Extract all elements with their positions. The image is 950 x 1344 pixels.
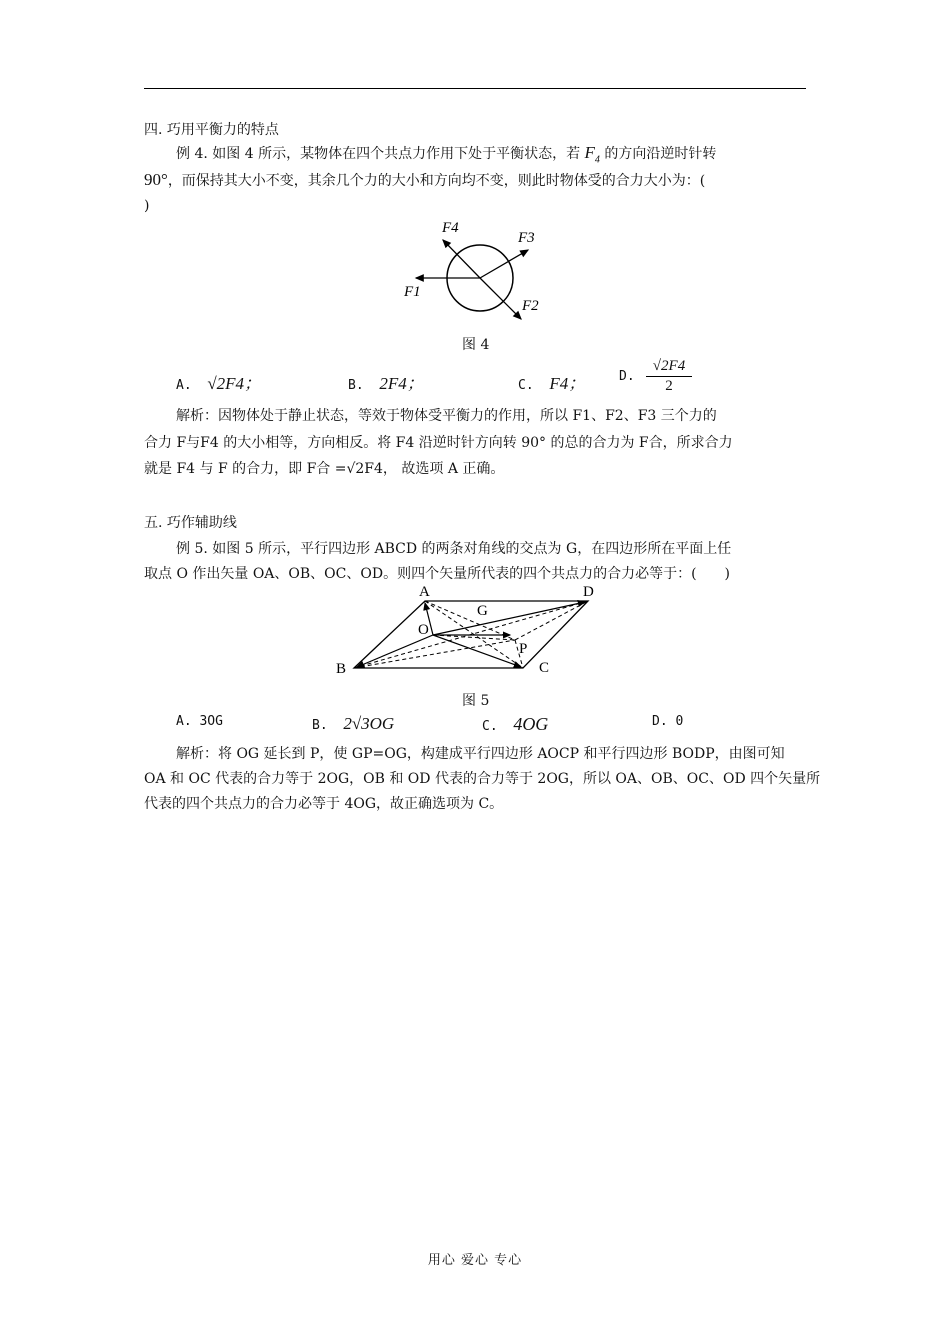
option4-d-numerator: √2F4: [646, 356, 692, 377]
example4-text-c: ，而保持其大小不变，其余几个力的大小和方向均不变，则此时物体受的合力大小为：(: [167, 173, 706, 189]
vector-ob: [357, 635, 433, 667]
analysis4-line3: 就是 F4 与 F 的合力，即 F合 =√2F4， 故选项 A 正确。: [144, 461, 505, 477]
option4-d[interactable]: D.: [619, 369, 635, 384]
f3-label: F3: [518, 230, 535, 246]
example4-line3: ): [144, 198, 150, 214]
analysis4-line2: 合力 F与F4 的大小相等，方向相反。将 F4 沿逆时针方向转 90° 的总的合力为 F合，所求合力: [144, 435, 733, 451]
option5-c[interactable]: C. 4OG: [482, 714, 549, 734]
analysis4-line1: 解析：因物体处于静止状态，等效于物体受平衡力的作用，所以 F1、F2、F3 三个力的: [176, 408, 717, 424]
point-o-label: O: [418, 622, 429, 638]
header-rule: [144, 88, 806, 89]
option4-c[interactable]: C. F4；: [518, 374, 586, 393]
figure5-parallelogram-diagram: [330, 580, 610, 680]
option4-b-value: 2F4；: [379, 374, 424, 393]
figure4-force-diagram: [396, 214, 556, 326]
f1-label: F1: [404, 284, 421, 300]
point-p-label: P: [519, 641, 528, 657]
section5-heading: 五. 巧作辅助线: [144, 515, 237, 531]
f2-label: F2: [522, 298, 539, 314]
option4-c-value: F4；: [549, 374, 586, 393]
option5-c-value: 4OG: [513, 714, 549, 734]
point-b-label: B: [336, 661, 347, 677]
f4-label: F4: [442, 220, 459, 236]
point-c-label: C: [539, 660, 550, 676]
option4-a[interactable]: A. √2F4；: [176, 374, 262, 393]
option4-d-denominator: 2: [665, 378, 673, 394]
example5-line1: 例 5. 如图 5 所示，平行四边形 ABCD 的两条对角线的交点为 G，在四边形所在平面上任: [176, 541, 732, 557]
example4-text-b: 的方向沿逆时针转: [604, 146, 717, 162]
vector-od: [433, 602, 585, 635]
example4-line1: [176, 143, 716, 170]
point-a-label: A: [419, 584, 430, 600]
option5-a[interactable]: A. 3OG: [176, 714, 223, 729]
example4-f4-symbol: $F_4$: [584, 143, 600, 166]
point-g-label: G: [477, 603, 488, 619]
example5-line2: 取点 O 作出矢量 OA、OB、OC、OD。则四个矢量所代表的四个共点力的合力必等于：( ): [144, 566, 730, 582]
analysis5-line3: 代表的四个共点力的合力必等于 4OG，故正确选项为 C。: [144, 796, 504, 812]
analysis5-line2: OA 和 OC 代表的合力等于 2OG，OB 和 OD 代表的合力等于 2OG，所以 OA、OB、OC、OD 四个矢量所: [144, 771, 821, 787]
option4-b[interactable]: B. 2F4；: [348, 374, 424, 393]
section4-heading: 四. 巧用平衡力的特点: [144, 122, 279, 138]
example4-line2: [144, 170, 705, 191]
option5-b[interactable]: B. 2√3OG: [312, 714, 395, 733]
option4-a-value: √2F4；: [207, 374, 262, 393]
vector-oc: [433, 635, 521, 667]
example4-90-degrees: 90°: [144, 170, 168, 189]
option5-b-value: 2√3OG: [343, 714, 395, 733]
f2-arrow: [480, 278, 521, 319]
figure5-caption: 图 5: [462, 693, 490, 709]
point-d-label: D: [583, 584, 594, 600]
segment-pd: [515, 601, 588, 640]
example4-text-a: 例 4. 如图 4 所示，某物体在四个共点力作用下处于平衡状态，若: [176, 146, 581, 162]
f3-arrow: [480, 250, 528, 278]
option5-d[interactable]: D. 0: [652, 714, 684, 729]
figure4-caption: 图 4: [462, 337, 490, 353]
page-footer: 用心 爱心 专心: [427, 1253, 523, 1268]
segment-bp: [354, 640, 515, 668]
analysis5-line1: 解析：将 OG 延长到 P，使 GP=OG，构建成平行四边形 AOCP 和平行四边形 BODP，由图可知: [176, 746, 785, 762]
option4-d-fraction: [646, 356, 692, 395]
